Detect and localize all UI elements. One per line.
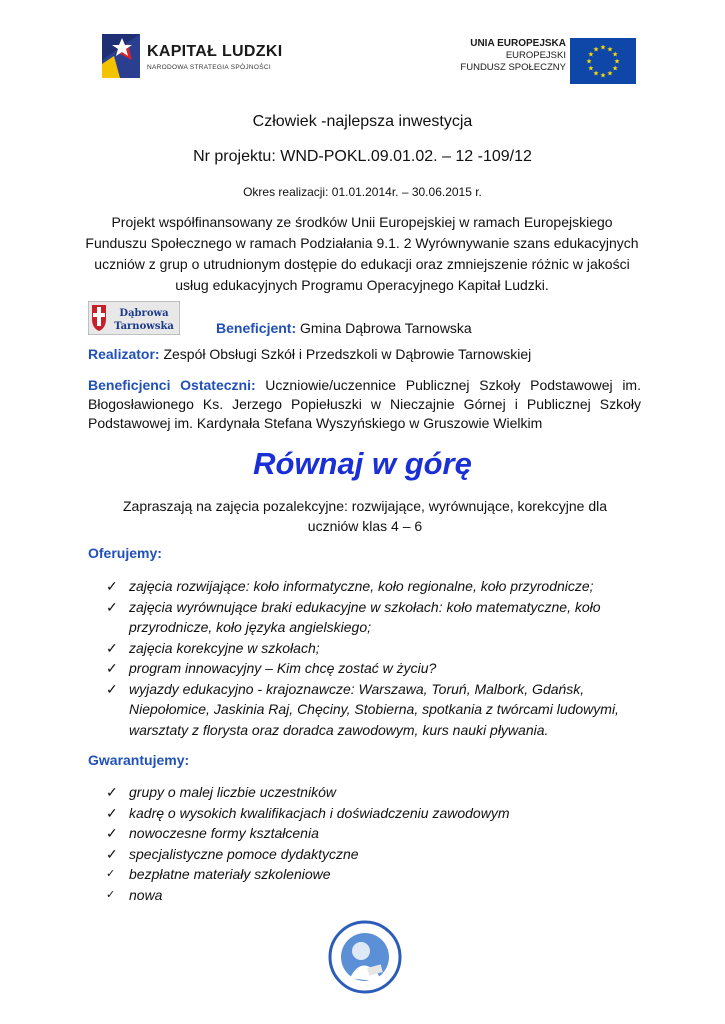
dt-logo-line1: Dąbrowa	[119, 308, 169, 319]
final-beneficiaries-label: Beneficjenci Ostateczni:	[88, 377, 256, 393]
beneficiary-line	[216, 320, 472, 336]
check-icon: ✓	[106, 578, 118, 594]
final-beneficiaries	[88, 376, 641, 433]
check-icon: ✓	[106, 888, 116, 901]
list-item: ✓ kadrę o wysokich kwalifikacjach i doświadczeniu zawodowym	[106, 803, 646, 824]
check-icon: ✓	[106, 845, 118, 862]
cofinancing-program: Programu Operacyjnego Kapitał Ludzki.	[301, 277, 549, 293]
guarantee-list	[106, 782, 646, 905]
dabrowa-tarnowska-logo	[88, 301, 180, 335]
eu-line-2: EUROPEJSKI	[505, 50, 566, 61]
project-number: Nr projektu: WND-POKL.09.01.02. – 12 -109/12	[193, 148, 532, 165]
eu-star-icon: ★	[599, 44, 607, 52]
list-item: ✓ specjalistyczne pomoce dydaktyczne	[106, 844, 646, 865]
realization-period: Okres realizacji: 01.01.2014r. – 30.06.2015 r.	[243, 185, 482, 199]
eu-star-icon: ★	[611, 51, 619, 59]
check-icon: ✓	[106, 784, 118, 800]
list-item: ✓ zajęcia rozwijające: koło informatyczne, koło regionalne, koło przyrodnicze;	[106, 576, 646, 597]
slogan: Człowiek -najlepsza inwestycja	[252, 113, 473, 130]
eu-line-3: FUNDUSZ SPOŁECZNY	[460, 62, 566, 73]
eu-star-icon: ★	[592, 70, 600, 78]
check-icon: ✓	[106, 598, 118, 615]
check-icon: ✓	[106, 660, 118, 676]
check-icon: ✓	[106, 680, 118, 697]
realizer-value: Zespół Obsługi Szkół i Przedszkoli w Dąbrowie Tarnowskiej	[159, 346, 532, 362]
eu-star-icon: ★	[613, 58, 621, 66]
eu-star-icon: ★	[599, 72, 607, 80]
realizer-label: Realizator:	[88, 346, 160, 362]
eu-star-icon: ★	[592, 46, 600, 54]
eu-star-icon: ★	[611, 65, 619, 73]
list-item: ✓ nowoczesne formy kształcenia	[106, 823, 646, 844]
check-icon: ✓	[106, 825, 118, 841]
eu-star-icon: ★	[585, 58, 593, 66]
eu-text-block	[430, 38, 566, 74]
list-item: ✓ grupy o malej liczbie uczestników	[106, 782, 646, 803]
cofinancing-statement	[82, 212, 642, 296]
eu-star-icon: ★	[587, 51, 595, 59]
cofinancing-text: Projekt współfinansowany ze środków Unii Europejskiej w ramach Europejskiego Funduszu Społecznego w ramach Podziałania 9.1. 2 Wyrównywanie szans edukacyjnych uczniów z grup o utrudnionym dostępie do edukacji oraz zmniejszenie różnic w jakości usług edukacyjnych	[85, 214, 639, 293]
list-item: ✓ bezpłatne materiały szkoleniowe	[106, 864, 646, 885]
eu-star-icon: ★	[606, 70, 614, 78]
headline: Równaj w górę	[253, 446, 472, 481]
kapital-ludzki-subtitle: NARODOWA STRATEGIA SPÓJNOŚCI	[147, 64, 271, 71]
list-item: ✓ program innowacyjny – Kim chcę zostać w życiu?	[106, 658, 646, 679]
dt-logo-line2: Tarnowska	[114, 321, 174, 332]
list-item: ✓ zajęcia wyrównujące braki edukacyjne w szkołach: koło matematyczne, koło przyrodnicze, koło języka angielskiego;	[106, 598, 601, 635]
eu-star-icon: ★	[606, 46, 614, 54]
offer-heading: Oferujemy:	[88, 545, 162, 561]
beneficiary-label: Beneficjent:	[216, 320, 297, 336]
list-item: ✓ wyjazdy edukacyjno - krajoznawcze: Warszawa, Toruń, Malbork, Gdańsk, Niepołomice, Jaskinia Raj, Chęciny, Stobierna, spotkania z twórcami ludowymi, warsztaty z florysta oraz doradca zawodowym, kurs nauki pływania.	[106, 680, 619, 738]
list-item: ✓ nowa	[106, 885, 646, 906]
invitation-text: Zapraszają na zajęcia pozalekcyjne: rozwijające, wyrównujące, korekcyjne dla uczniów klas 4 – 6	[122, 498, 607, 534]
realizer-line	[88, 346, 531, 362]
school-seal-icon	[328, 920, 402, 994]
final-beneficiaries-value: Uczniowie/uczennice Publicznej Szkoły Podstawowej im. Błogosławionego Ks. Jerzego Popiełuszki w Nieczajnie Górnej i Publicznej Szkoły Podstawowej im. Kardynała Stefana Wyszyńskiego w Gruszowie Wielkim	[88, 377, 641, 431]
eu-star-icon: ★	[587, 65, 595, 73]
eu-line-1: UNIA EUROPEJSKA	[470, 38, 566, 49]
guarantee-heading: Gwarantujemy:	[88, 752, 190, 768]
kapital-ludzki-title: KAPITAŁ LUDZKI	[147, 43, 283, 60]
eu-flag-icon	[570, 38, 636, 84]
beneficiary-value: Gmina Dąbrowa Tarnowska	[296, 320, 472, 336]
offer-list	[106, 576, 646, 740]
check-icon: ✓	[106, 868, 116, 880]
list-item: ✓ zajęcia korekcyjne w szkołach;	[106, 638, 646, 659]
check-icon: ✓	[106, 639, 118, 656]
check-icon: ✓	[106, 804, 118, 821]
